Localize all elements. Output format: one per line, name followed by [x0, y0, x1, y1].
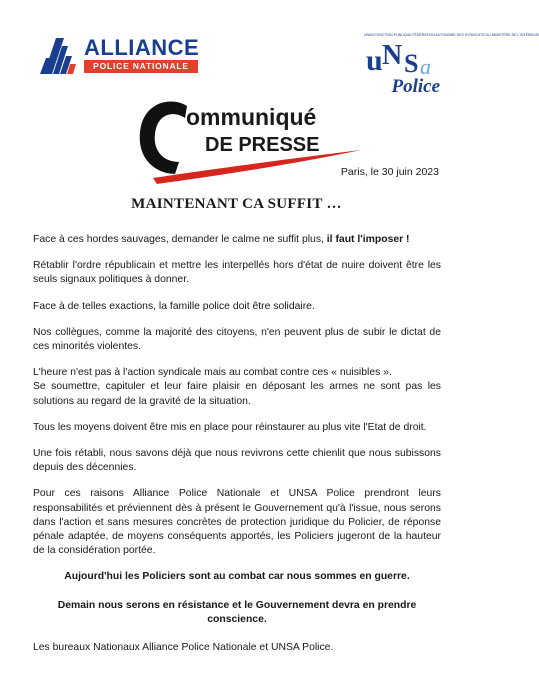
signature-line: Les bureaux Nationaux Alliance Police Nationale et UNSA Police. — [33, 642, 334, 654]
de-presse-title: DE PRESSE — [205, 134, 320, 156]
paragraph-4: Nos collègues, comme la majorité des citoyens, n'en peuvent plus de subir le dictat de ces minorités violentes. — [33, 326, 441, 353]
paragraph-1-emphasis: il faut l'imposer ! — [326, 234, 410, 245]
svg-text:u: u — [366, 44, 383, 77]
paragraph-8: Pour ces raisons Alliance Police Nationale et UNSA Police prendront leurs responsabilités et préviennent dès à présent le Gouvernement qu'à l'issue, nous serons dans l'action et sans mesures concrètes de protection juridique du Policier, de réponse pénale adaptée, de moyens conséquents apportés, les Policiers jugeront de la hauteur de la considération portée. — [33, 488, 441, 557]
unsa-police-logo — [364, 33, 539, 97]
unsa-fine-print: UNSA FONCTION PUBLIQUE FÉDÉRATION AUTONOME DES SYNDICATS DU MINISTÈRE DE L'INTÉRIEUR — [364, 33, 539, 37]
paragraph-5-line-1: L'heure n'est pas à l'action syndicale mais au combat contre ces « nuisibles ». — [33, 367, 392, 379]
alliance-subtitle: POLICE NATIONALE — [84, 60, 198, 73]
paragraph-7: Une fois rétabli, nous savons déjà que nous revivrons cette chienlit que nous subissons depuis des décennies. — [33, 448, 441, 474]
headline: MAINTENANT CA SUFFIT … — [131, 196, 342, 212]
paragraph-1-text: Face à ces hordes sauvages, demander le calme ne suffit plus, — [33, 234, 327, 245]
communique-title: ommuniqué — [186, 104, 317, 130]
unsa-police-label: Police — [391, 76, 440, 97]
svg-text:S: S — [404, 49, 419, 78]
svg-text:a: a — [420, 54, 431, 79]
alliance-logo — [40, 36, 205, 76]
alliance-emblem-icon — [40, 36, 78, 74]
paragraph-3: Face à de telles exactions, la famille police doit être solidaire. — [33, 300, 315, 312]
paragraph-1 — [33, 233, 441, 247]
unsa-lettering-icon — [366, 40, 438, 79]
paragraph-5-line-2: Se soumettre, capituler et leur faire plaisir en déposant les armes ne sont pas les solutions au regard de la gravité de la situation. — [33, 381, 441, 407]
svg-text:N: N — [382, 40, 403, 71]
date-line: Paris, le 30 juin 2023 — [340, 166, 439, 178]
paragraph-10: Demain nous serons en résistance et le Gouvernement devra en prendre conscience. — [57, 599, 417, 625]
body-text — [33, 233, 441, 667]
paragraph-6: Tous les moyens doivent être mis en place pour réinstaurer au plus vite l'Etat de droit. — [33, 421, 427, 433]
paragraph-5 — [33, 366, 441, 409]
paragraph-9: Aujourd'hui les Policiers sont au combat car nous sommes en guerre. — [64, 571, 410, 583]
alliance-name: ALLIANCE — [84, 35, 200, 60]
paragraph-2: Rétablir l'ordre républicain et mettre les interpellés hors d'état de nuire doivent être les seuls signaux politiques à donner. — [33, 260, 441, 286]
